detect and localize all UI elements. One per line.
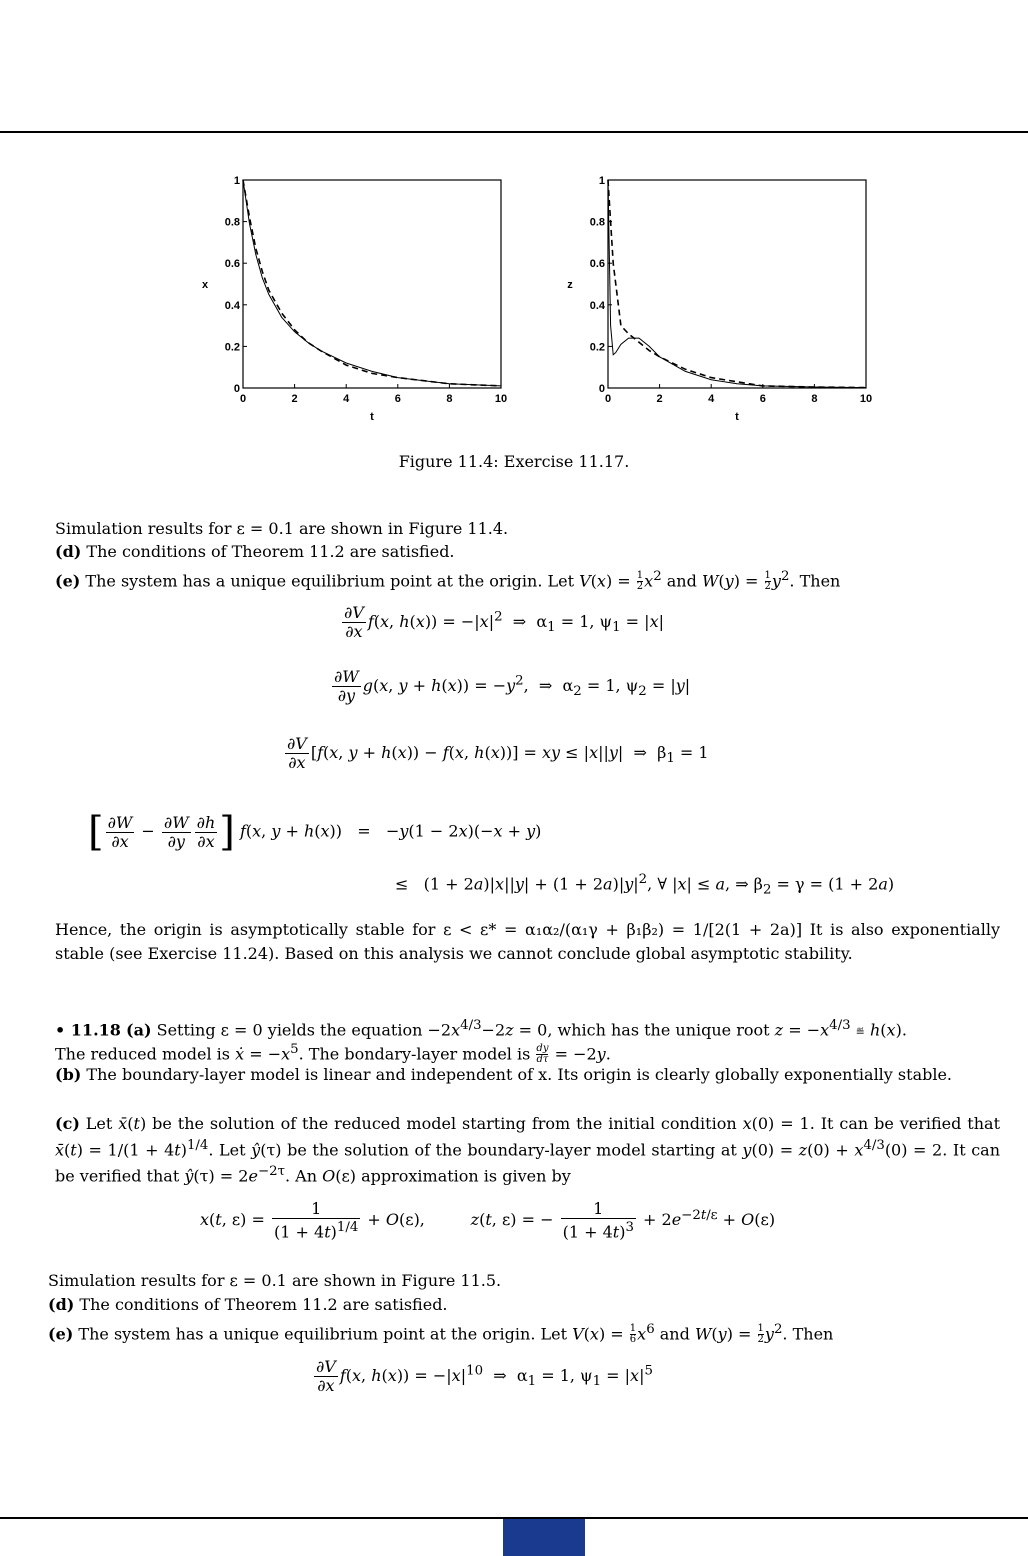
page-number-badge	[503, 1519, 585, 1556]
series-line-dashed	[608, 180, 866, 388]
figure-caption: Figure 11.4: Exercise 11.17.	[398, 452, 630, 471]
y-tick-label: 0.6	[589, 258, 605, 271]
x-axis-label: t	[735, 411, 739, 423]
x-tick-label: 2	[656, 393, 663, 405]
y-tick-label: 0.6	[224, 258, 240, 271]
y-tick-label: 0.2	[589, 341, 605, 354]
x-tick-label: 0	[604, 393, 612, 405]
x-tick-label: 8	[811, 393, 818, 405]
y-tick-label: 1	[598, 175, 605, 187]
y-tick-label: 0.4	[589, 299, 605, 312]
x-tick-label: 6	[759, 393, 766, 405]
equation-approximation: x(t, ε) = $\frac{1}{(1 + 4t)^{1/4}}$ + O(ε), z(t, ε) = − $\frac{1}{(1 + 4t)^3}$ + $2e^{-2t/\varepsilon} + O(\varepsilon)$	[200, 1199, 776, 1242]
plot-frame	[608, 180, 866, 388]
exercise-11-18-line-1: • 11.18 (a) Setting ε = 0 yields the equation $-2x^{4/3}-2z = 0$, which has the unique root $z = -x^{4/3}$ ≝ h(x).	[55, 1018, 907, 1040]
y-axis-label: z	[567, 279, 573, 291]
condition-d-line-2: (d) The conditions of Theorem 11.2 are satisfied.	[48, 1295, 448, 1314]
y-tick-label: 0	[233, 383, 240, 395]
x-tick-label: 0	[239, 393, 247, 405]
x-tick-label: 4	[343, 393, 350, 405]
sim-results-line-2: Simulation results for ε = 0.1 are shown in Figure 11.5.	[48, 1271, 502, 1290]
x-axis-label: t	[370, 411, 374, 423]
plot-z-vs-t	[545, 170, 895, 430]
x-tick-label: 8	[446, 393, 453, 405]
x-tick-label: 6	[394, 393, 401, 405]
equation-dw-g: $\frac{\partial W}{\partial y}$ g(x, $y + h(x)) = -y^2$, ⇒ $\alpha_2 = 1$, $\psi_2 = |y|$	[334, 667, 691, 705]
x-tick-label: 4	[708, 393, 715, 405]
condition-e-line-1: (e) The system has a unique equilibrium point at the origin. Let V(x) = $\frac{1}{2}$ $x^2$ and W(y) = $\frac{1}{2}$ $y^2$. Then	[55, 569, 841, 593]
series-line-solid	[608, 180, 866, 388]
exercise-11-18-line-2: The reduced model is ẋ = $-x^5$. The bondary-layer model is $\frac{dy}{d\tau}$ = −2y.	[55, 1042, 611, 1066]
x-tick-label: 10	[859, 393, 873, 405]
sim-results-line-1: Simulation results for ε = 0.1 are shown in Figure 11.4.	[55, 519, 509, 538]
y-tick-label: 0.4	[224, 299, 240, 312]
equation-inequality: ≤ $(1 + 2a)|x||y| + (1 + 2a)|y|^2$, ∀ |x| ≤ a, ⇒ $\beta_2 = \gamma = (1 + 2a)$	[395, 872, 895, 898]
top-rule	[0, 131, 1028, 133]
equation-dw-bracket: [ $\frac{\partial W}{\partial x}$ − $\frac{\partial W}{\partial y}$ $\frac{\partial h}{\partial x}$ ] f(x, y + h(x)) = −y(1 − 2x)(−x + y)	[88, 809, 542, 855]
x-tick-label: 2	[291, 393, 298, 405]
x-tick-label: 10	[494, 393, 508, 405]
equation-dv-f-2: $\frac{\partial V}{\partial x}$ f(x, $h(x)) = -|x|^{10}$ ⇒ $\alpha_1 = 1$, $\psi_1 = |x|^5$	[316, 1357, 653, 1395]
exercise-11-18-b: (b) The boundary-layer model is linear and independent of x. Its origin is clearly globally exponentially stable.	[55, 1065, 953, 1084]
condition-e-line-2: (e) The system has a unique equilibrium point at the origin. Let V(x) = $\frac{1}{6}$ $x^6$ and W(y) = $\frac{1}{2}$ $y^2$. Then	[48, 1322, 834, 1346]
y-tick-label: 0.8	[589, 216, 605, 229]
hence-paragraph: Hence, the origin is asymptotically stable for ε < ε* = α₁α₂/(α₁γ + β₁β₂) = 1/[2(1 + 2a)] It is also exponentially stable (see Exercise 11.24). Based on this analysis we cannot conclude global asymptotic stability.	[55, 920, 1000, 963]
series-line-solid	[243, 180, 501, 386]
equation-dv-diff: $\frac{\partial V}{\partial x}$ [f(x, y + h(x)) − f(x, h(x))] = xy ≤ |x||y| ⇒ $\beta_1 = 1$	[287, 734, 709, 772]
plot-x-vs-t	[180, 170, 530, 430]
y-tick-label: 0.8	[224, 216, 240, 229]
y-tick-label: 1	[233, 175, 240, 187]
plot-frame	[243, 180, 501, 388]
series-line-dashed	[243, 180, 501, 386]
y-tick-label: 0	[598, 383, 605, 395]
exercise-11-18-c: (c) Let x̄(t) be the solution of the reduced model starting from the initial condition x(0) = 1. It can be verified that x̄(t) = $1/(1 + 4t)^{1/4}$. Let ŷ(τ) be the solution of the boundary-layer model starting at $y(0) = z(0) + x^{4/3}(0) = 2$. It can be verified that ŷ(τ) = $2e^{-2\tau}$. An O(ε) approximation is given by	[55, 1114, 1001, 1186]
equation-dv-f: $\frac{\partial V}{\partial x}$ f(x, $h(x)) = -|x|^2$ ⇒ $\alpha_1 = 1$, $\psi_1 = |x|$	[344, 603, 664, 641]
condition-d-line-1: (d) The conditions of Theorem 11.2 are satisfied.	[55, 542, 455, 561]
y-axis-label: x	[201, 279, 209, 291]
y-tick-label: 0.2	[224, 341, 240, 354]
